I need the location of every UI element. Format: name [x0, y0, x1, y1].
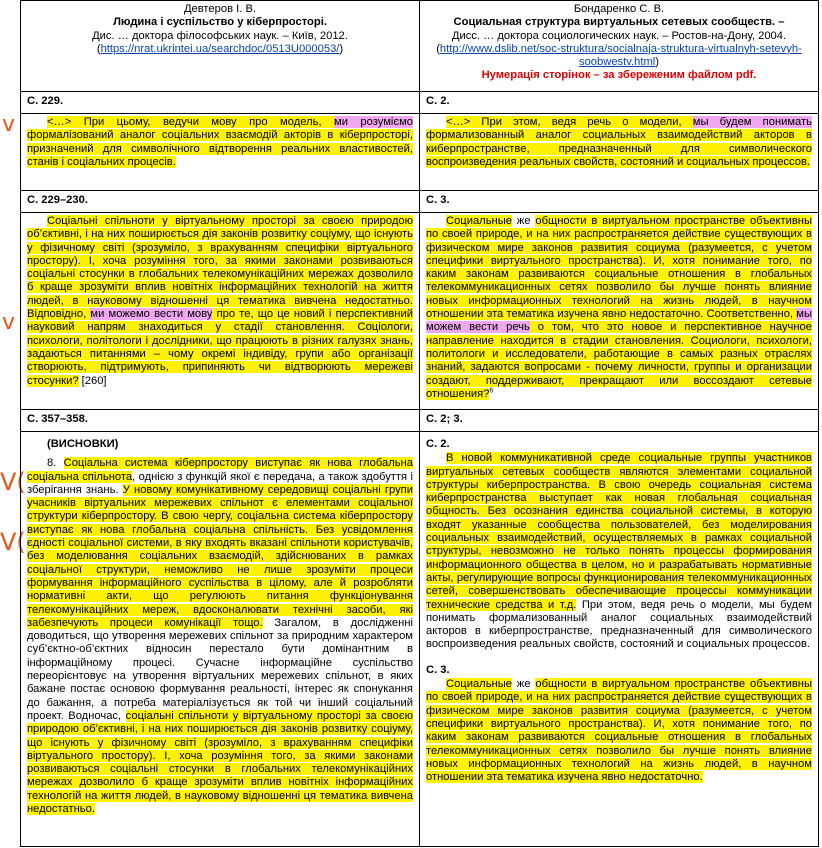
highlighted-text: Соціальна система кіберпростору виступає як нова глобальна соціальна спільнота — [27, 457, 413, 483]
header-row — [21, 1, 819, 92]
left-title: Людина і суспільство у кіберпросторі. — [113, 16, 327, 29]
right-paragraph — [426, 116, 812, 169]
text-row-1 — [21, 114, 819, 191]
right-text-cell — [420, 114, 819, 191]
right-meta: Дисс. … доктора социологических наук. – Ростов-на-Дону, 2004. — [451, 29, 787, 42]
page-row-1 — [21, 92, 819, 114]
highlighted-text: общности в виртуальном пространстве объективны по своей природе, и на них распространяется действие существующих в физическом мире законов развития социума (разумеется, с учетом специфики виртуального пространства). И, хотя понимание того, по каким законам развиваются социальные отношения в глобальных телекоммуникационных сетях позволило бы лучше понять влияние новых информационных технологий на жизнь людей, в научном отношении эта тематика изучена явно недостаточно. Соответственно, — [426, 215, 812, 321]
right-paragraph — [426, 452, 812, 651]
right-subpage-label-1: С. 2. — [426, 438, 450, 450]
highlight-phrase: мы можем вести речь — [426, 308, 812, 334]
text-segment: 6 — [489, 387, 494, 395]
highlighted-text: Соціальні спільноти у віртуальному просторі за своєю природою об’єктивні, і на них поширюється дія законів розвитку соціуму, що існують у фізичному світі (зрозуміло, з врахуванням специфіки віртуального простору). І, хоча розуміння того, за якими законами розвиваються соціальні стосунки в глобальних телекомунікаційних мережах дозволило б краще зрозуміти вплив новітніх інформаційних технологій на життя людей, в науковому відношенні ця тематика вивчена недостатньо. Відповідно, — [27, 215, 413, 321]
left-meta: Дис. … доктора філософських наук. – Київ, 2012. — [92, 29, 348, 42]
highlighted-text: общности в виртуальном пространстве объективны по своей природе, и на них распространяется действие существующих в физическом мире законов развития социума (разумеется, с учетом специфики виртуального пространства). И, хотя понимание того, по каким законам развиваются социальные отношения в глобальных телекоммуникационных сетях позволило бы лучше понять влияние новых информационных технологий на жизнь людей, в научном отношении эта тематика изучена явно недостаточно. — [426, 678, 812, 784]
highlighted-text: Социальные — [446, 215, 512, 227]
right-source-link[interactable]: http://www.dslib.net/soc-struktura/socialnaja-struktura-virtualnyh-setevyh-soobwestv.html — [439, 42, 802, 69]
highlighted-text: <…> При этом, ведя речь о модели, — [446, 116, 693, 128]
left-text-cell — [21, 114, 420, 191]
highlight-phrase: ми розуміємо — [334, 116, 413, 128]
left-text-cell — [21, 432, 420, 847]
right-paragraph — [426, 215, 812, 401]
right-author: Бондаренко С. В. — [573, 3, 665, 15]
highlighted-text: формалізований аналог соціальних взаємодій акторів в кіберпросторі, призначений для символічного відтворення реальних властивостей, станів і соціальних процесів. — [27, 129, 413, 168]
right-text-cell — [420, 213, 819, 410]
margin-check-mark-1: v — [2, 112, 16, 137]
left-page-ref: С. 229–230. — [21, 191, 420, 213]
right-paragraph-2 — [426, 678, 812, 784]
left-page-ref: С. 357–358. — [21, 410, 420, 432]
right-title: Социальная структура виртуальных сетевых сообществ. – — [453, 16, 785, 29]
conclusions-heading: (ВИСНОВКИ) — [47, 438, 119, 450]
text-row-2 — [21, 213, 819, 410]
right-page-ref: С. 2; 3. — [420, 410, 819, 432]
highlighted-text: формализованный аналог социальных взаимодействий акторов в киберпространстве, предназначенный для символического воспроизведения реальных свойств, состояний и социальных процессов. — [426, 129, 812, 168]
page-row-2 — [21, 191, 819, 213]
highlighted-text: У новому комунікативному середовищі соціальні групи учасників віртуальних мережевих спільнот є елементами соціальної структури кіберпростору. В свою чергу, соціальна система кіберпростору виступає як нова глобальна соціальна спільність. Без усвідомлення єдності соціальної системи, в яку входять вказані спільноти користувачів, без моделювання соціальних взаємодій, здійснюваних в рамках соціальної структури, неможливо не лише зрозуміти процеси формування інформаційного суспільства в цілому, але й розробляти нормативні акти, що регулюють питання функціонування телекомунікаційних мереж, вдосконалювати технічні засоби, які забезпечують процеси комунікації тощо. — [27, 483, 413, 629]
text-row-3 — [21, 432, 819, 847]
highlighted-text: <…> При цьому, ведучи мову про модель, — [47, 116, 335, 128]
margin-check-mark-4: V( — [0, 528, 26, 556]
comparison-table — [20, 0, 819, 847]
left-source-header — [21, 1, 420, 92]
highlight-phrase: ми можемо вести мову — [90, 308, 213, 321]
left-paragraph — [27, 116, 413, 169]
right-link-wrapper: (http://www.dslib.net/soc-struktura/socialnaja-struktura-virtualnyh-setevyh-soobwestv.html) — [436, 42, 802, 69]
right-page-ref: С. 2. — [420, 92, 819, 114]
highlighted-text: про те, що це новий і перспективний науковий напрям знаходиться у стадії становлення. Соціологи, психологи, політологи і дослідники, що працюють в різних галузях знань, задаються питаннями – чому окремі індивіду, групи або організації створюють, підтримують, припиняють чи відтворюють мережеві стосунки? — [27, 308, 413, 387]
text-segment: же — [511, 215, 536, 227]
right-subpage-label-2: С. 3. — [426, 663, 450, 676]
text-segment: Загалом, в дослідженні доводиться, що утворення мережевих спільнот за природним характером суб’єктно-об’єктних відносин перестало бути домінантним в інформаційному процесі. Сучасне інформаційне суспільство переорієнтовує на утворення віртуальних мережевих спільнот, в яких бажане постає основою формування реальності, інтерес як спонукання до бажання, а потреба матеріалізується як той чи інший соціальний проект. Водночас, — [27, 616, 413, 722]
highlighted-text: соціальні спільноти у віртуальному просторі за своєю природою об’єктивні, і на них поширюється дія законів розвитку соціуму, що існують у фізичному світі (зрозуміло, з врахуванням специфіки віртуального простору). І, хоча розуміння того, за якими законами розвиваються соціальні стосунки в глобальних телекомунікаційних мережах дозволило б краще зрозуміти вплив новітніх інформаційних технологій на життя людей, в науковому відношенні ця тематика вивчена недостатньо. — [27, 709, 413, 816]
margin-check-mark-3: V( — [0, 468, 26, 496]
text-segment: , однією з функцій якої є передача, а також здобуття і зберігання знань. — [27, 470, 413, 496]
left-text-cell — [21, 213, 420, 410]
left-page-ref: С. 229. — [21, 92, 420, 114]
left-source-link[interactable]: https://nrat.ukrintei.ua/searchdoc/0513U000053/ — [100, 42, 340, 55]
highlighted-text: В новой коммуникативной среде социальные группы участников виртуальных сетевых сообществ являются элементами социальной структуры киберпространства. В свою очередь социальная система киберпространства выступает как новая глобальная социальная общность. Без осознания единства социальной системы, в которую входят указанные сообщества пользователей, без моделирования социальных взаимодействий, осуществляемых в рамках социальной структуры, невозможно не только понять процессы формирования информационного общества в целом, но и разрабатывать нормативные акты, регулирующие вопросы функционирования телекоммуникационных сетей, совершенствовать обеспечивающие процессы коммуникации технические средства и т.д. — [426, 452, 812, 611]
highlight-phrase: мы будем понимать — [692, 116, 812, 128]
highlighted-text: Социальные — [446, 678, 512, 691]
text-segment: 8. — [47, 457, 64, 470]
left-link-wrapper: (https://nrat.ukrintei.ua/searchdoc/0513U000053/) — [96, 42, 344, 55]
margin-check-mark-2: v — [2, 310, 16, 335]
left-author: Девтеров І. В. — [183, 3, 257, 15]
text-segment: [260] — [78, 374, 107, 387]
left-paragraph — [27, 457, 413, 816]
left-paragraph — [27, 215, 413, 388]
page-numbering-note: Нумерація сторінок – за збереженим файлом pdf. — [481, 69, 757, 82]
right-source-header — [420, 1, 819, 92]
text-segment: При этом, ведя речь о модели, мы будем понимать формализованный аналог социальных взаимодействий акторов в киберпространстве, предназначенный для символического воспроизведения реальных свойств, состояний и социальных процессов. — [426, 598, 812, 651]
right-text-cell — [420, 432, 819, 847]
highlighted-text: о том, что это новое и перспективное научное направление находится в стадии становления. Социологи, психологи, политологи и исследователи, работающие в самых разных отраслях знаний, задаются вопросами - почему личности, группы и организации создают, поддерживают, прекращают или воссоздают сетевые отношения? — [426, 321, 812, 400]
right-page-ref: С. 3. — [420, 191, 819, 213]
page-row-3 — [21, 410, 819, 432]
text-segment: же — [511, 678, 536, 691]
